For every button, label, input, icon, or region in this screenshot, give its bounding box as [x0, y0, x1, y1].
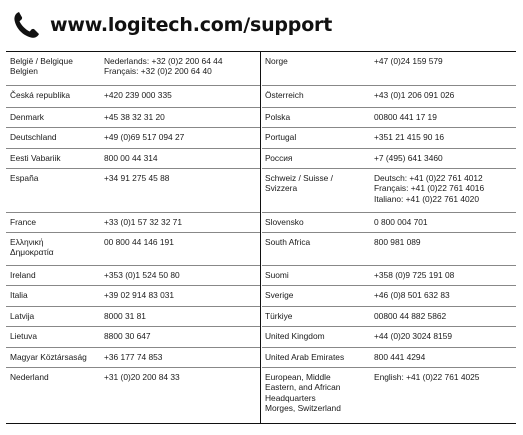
country-name: Ελληνική Δημοκρατία [10, 237, 54, 258]
country-name: United Arab Emirates [265, 352, 345, 362]
country-name: United Kingdom [265, 331, 325, 341]
country-name: Eesti Vabariik [10, 153, 61, 163]
phone-number: +353 (0)1 524 50 80 [104, 270, 180, 280]
table-row [262, 348, 516, 368]
table-row [262, 266, 516, 286]
phone-number: 800 441 4294 [374, 352, 426, 362]
phone-number: +39 02 914 83 031 [104, 290, 175, 300]
table-row [262, 307, 516, 327]
country-name: Magyar Köztársaság [10, 352, 87, 362]
table-row [262, 86, 516, 108]
phone-number: 00800 44 882 5862 [374, 311, 447, 321]
phone-number: +43 (0)1 206 091 026 [374, 90, 455, 100]
page-header [10, 6, 332, 44]
table-row [262, 169, 516, 213]
country-name: Россия [265, 153, 293, 163]
support-phone-table [6, 51, 516, 424]
country-name: España [10, 173, 39, 183]
phone-number: 8800 30 647 [104, 331, 151, 341]
country-name: Türkiye [265, 311, 293, 321]
table-row [6, 128, 260, 149]
table-row [6, 169, 260, 213]
phone-number: English: +41 (0)22 761 4025 [374, 372, 480, 382]
table-row [6, 149, 260, 169]
table-row [6, 108, 260, 128]
country-name: Norge [265, 56, 288, 66]
country-name: Nederland [10, 372, 49, 382]
phone-number: +44 (0)20 3024 8159 [374, 331, 453, 341]
phone-number: Nederlands: +32 (0)2 200 64 44 Français: +32 (0)2 200 64 40 [104, 56, 223, 77]
table-row [262, 327, 516, 348]
phone-number: +31 (0)20 200 84 33 [104, 372, 180, 382]
table-row [6, 327, 260, 348]
table-row [262, 52, 516, 86]
country-name: Ireland [10, 270, 36, 280]
table-row [6, 266, 260, 286]
table-row [6, 368, 260, 423]
country-name: Lietuva [10, 331, 38, 341]
country-name: Latvija [10, 311, 35, 321]
phone-number: +34 91 275 45 88 [104, 173, 170, 183]
table-row [262, 213, 516, 233]
country-name: Schweiz / Suisse / Svizzera [265, 173, 333, 194]
table-row [262, 149, 516, 169]
phone-number: 00800 441 17 19 [374, 112, 437, 122]
phone-number: 0 800 004 701 [374, 217, 428, 227]
country-name: South Africa [265, 237, 311, 247]
telephone-handset-icon [10, 9, 42, 41]
country-name: Polska [265, 112, 291, 122]
table-row [6, 86, 260, 108]
country-name: Suomi [265, 270, 289, 280]
country-name: België / Belgique Belgien [10, 56, 73, 77]
country-name: France [10, 217, 37, 227]
table-row [262, 368, 516, 423]
country-name: Sverige [265, 290, 294, 300]
table-row [262, 128, 516, 149]
phone-number: 00 800 44 146 191 [104, 237, 174, 247]
phone-number: +7 (495) 641 3460 [374, 153, 443, 163]
table-row [262, 108, 516, 128]
country-name: Denmark [10, 112, 44, 122]
table-row [6, 233, 260, 266]
phone-number: +36 177 74 853 [104, 352, 163, 362]
country-name: Italia [10, 290, 28, 300]
phone-number: +33 (0)1 57 32 32 71 [104, 217, 182, 227]
right-column [262, 52, 516, 423]
phone-number: +420 239 000 335 [104, 90, 172, 100]
country-name: Deutschland [10, 132, 57, 142]
phone-number: +358 (0)9 725 191 08 [374, 270, 455, 280]
table-row [6, 52, 260, 86]
phone-number: Deutsch: +41 (0)22 761 4012 Français: +41 (0)22 761 4016 Italiano: +41 (0)22 761 4020 [374, 173, 485, 204]
left-column [6, 52, 261, 423]
table-row [6, 286, 260, 307]
country-name: Česká republika [10, 90, 71, 100]
table-row [262, 233, 516, 266]
table-row [262, 286, 516, 307]
table-row [6, 213, 260, 233]
phone-number: +49 (0)69 517 094 27 [104, 132, 185, 142]
phone-number: +46 (0)8 501 632 83 [374, 290, 450, 300]
support-url[interactable]: www.logitech.com/support [50, 14, 333, 36]
country-name: European, Middle Eastern, and African Headquarters Morges, Switzerland [265, 372, 341, 414]
phone-number: 8000 31 81 [104, 311, 146, 321]
phone-number: 800 981 089 [374, 237, 421, 247]
table-row [6, 348, 260, 368]
phone-number: +45 38 32 31 20 [104, 112, 165, 122]
phone-number: 800 00 44 314 [104, 153, 158, 163]
country-name: Österreich [265, 90, 304, 100]
phone-number: +351 21 415 90 16 [374, 132, 445, 142]
country-name: Slovensko [265, 217, 304, 227]
table-row [6, 307, 260, 327]
phone-number: +47 (0)24 159 579 [374, 56, 443, 66]
country-name: Portugal [265, 132, 297, 142]
